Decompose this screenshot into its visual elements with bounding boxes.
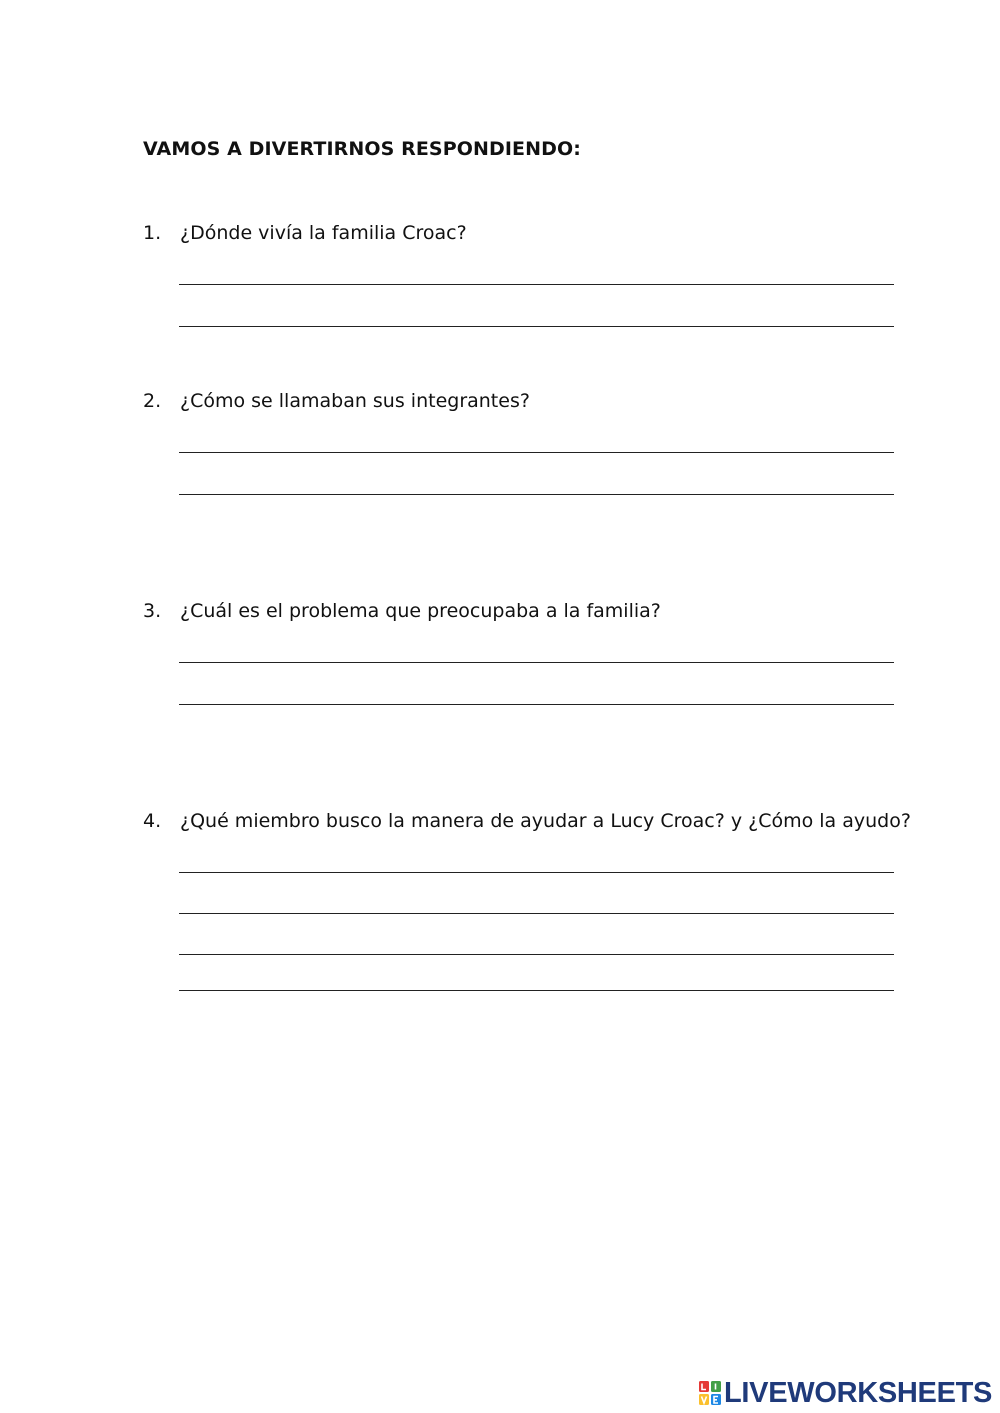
question-number: 2. bbox=[143, 390, 162, 412]
answer-line-1-2[interactable] bbox=[179, 326, 894, 327]
worksheet-title: VAMOS A DIVERTIRNOS RESPONDIENDO: bbox=[143, 138, 581, 160]
question-text: ¿Cuál es el problema que preocupaba a la familia? bbox=[180, 600, 661, 622]
brand-text: LIVEWORKSHEETS bbox=[724, 1376, 993, 1409]
answer-line-4-2[interactable] bbox=[179, 913, 894, 914]
answer-line-4-1[interactable] bbox=[179, 872, 894, 873]
answer-line-4-3[interactable] bbox=[179, 954, 894, 955]
question-number: 3. bbox=[143, 600, 162, 622]
question-number: 1. bbox=[143, 222, 162, 244]
answer-line-2-2[interactable] bbox=[179, 494, 894, 495]
liveworksheets-brand bbox=[698, 1376, 992, 1410]
answer-line-2-1[interactable] bbox=[179, 452, 894, 453]
question-2 bbox=[143, 390, 530, 412]
answer-line-4-4[interactable] bbox=[179, 990, 894, 991]
question-4 bbox=[143, 810, 911, 832]
answer-line-3-2[interactable] bbox=[179, 704, 894, 705]
question-text: ¿Qué miembro busco la manera de ayudar a Lucy Croac? y ¿Cómo la ayudo? bbox=[180, 810, 911, 832]
question-1 bbox=[143, 222, 467, 244]
question-3 bbox=[143, 600, 661, 622]
answer-line-1-1[interactable] bbox=[179, 284, 894, 285]
answer-line-3-1[interactable] bbox=[179, 662, 894, 663]
question-text: ¿Dónde vivía la familia Croac? bbox=[180, 222, 467, 244]
liveworksheets-logo-icon bbox=[698, 1380, 722, 1406]
question-text: ¿Cómo se llamaban sus integrantes? bbox=[180, 390, 530, 412]
question-number: 4. bbox=[143, 810, 162, 832]
